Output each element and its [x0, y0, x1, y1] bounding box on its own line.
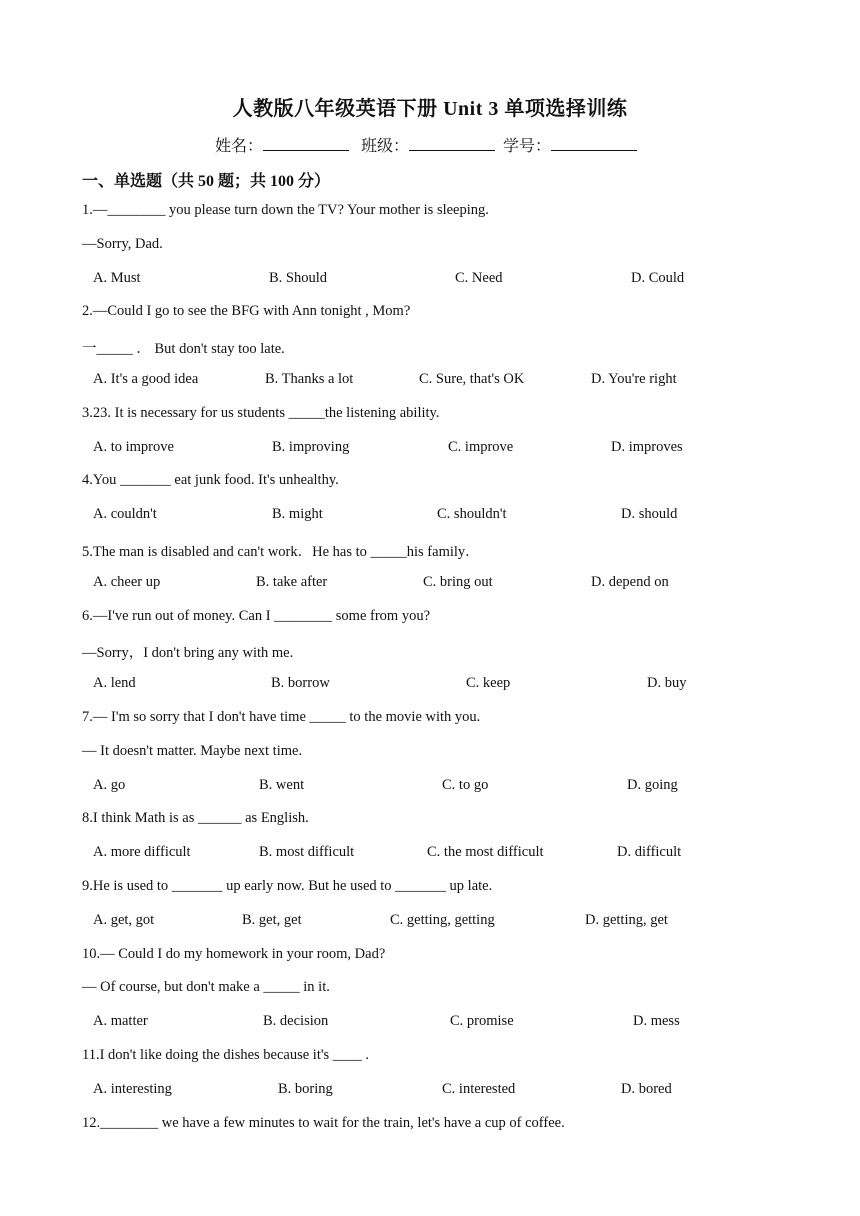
- answer-option-c[interactable]: C. getting, getting: [390, 911, 495, 928]
- question-stem: 11.I don't like doing the dishes because it's ____ .: [82, 1047, 369, 1063]
- question-stem: 7.— I'm so sorry that I don't have time _____ to the movie with you.: [82, 709, 481, 725]
- answer-option-b[interactable]: B. most difficult: [259, 844, 355, 861]
- name-blank[interactable]: [263, 136, 349, 151]
- answer-options: [93, 506, 703, 526]
- name-label: 姓名：: [214, 138, 263, 155]
- answer-option-b[interactable]: B. went: [259, 776, 305, 793]
- class-blank[interactable]: [409, 136, 495, 151]
- answer-option-a[interactable]: A. to improve: [93, 438, 174, 455]
- answer-option-b[interactable]: B. get, get: [242, 911, 302, 928]
- answer-option-c[interactable]: C. shouldn't: [437, 506, 507, 523]
- answer-option-c[interactable]: C. the most difficult: [427, 844, 544, 861]
- question-dialogue-line: —Sorry，I don't bring any with me.: [82, 645, 294, 662]
- answer-option-d[interactable]: D. You're right: [591, 371, 677, 387]
- answer-option-b[interactable]: B. Should: [269, 269, 328, 286]
- id-blank[interactable]: [551, 136, 637, 151]
- answer-option-c[interactable]: C. to go: [442, 776, 489, 793]
- section-heading: 一、单选题（共 50 题；共 100 分）: [82, 173, 331, 190]
- answer-option-a[interactable]: A. interesting: [93, 1080, 172, 1097]
- answer-option-b[interactable]: B. decision: [263, 1013, 329, 1030]
- question-stem: 4.You _______ eat junk food. It's unhealthy.: [82, 472, 339, 489]
- answer-option-a[interactable]: A. cheer up: [93, 573, 161, 590]
- answer-option-b[interactable]: B. boring: [278, 1080, 333, 1097]
- answer-option-d[interactable]: D. bored: [621, 1080, 672, 1097]
- answer-option-a[interactable]: A. matter: [93, 1013, 148, 1030]
- answer-option-b[interactable]: B. take after: [256, 573, 328, 590]
- answer-option-d[interactable]: D. depend on: [591, 573, 669, 590]
- document-title: 人教版八年级英语下册 Unit 3 单项选择训练: [232, 98, 628, 120]
- question-dialogue-line: 一_____ ． But don't stay too late.: [82, 341, 285, 358]
- answer-option-a[interactable]: A. lend: [93, 675, 136, 692]
- answer-options: [93, 270, 703, 290]
- question-stem: 5.The man is disabled and can't work．He has to _____his family．: [82, 544, 480, 560]
- answer-option-c[interactable]: C. interested: [442, 1080, 516, 1097]
- answer-option-b[interactable]: B. might: [272, 506, 323, 523]
- question-stem: 10.— Could I do my homework in your room, Dad?: [82, 945, 386, 962]
- question-stem: 6.—I've run out of money. Can I ________ some from you?: [82, 607, 430, 624]
- answer-option-a[interactable]: A. go: [93, 776, 126, 793]
- question-dialogue-line: — It doesn't matter. Maybe next time.: [82, 742, 303, 759]
- answer-options: [93, 574, 703, 594]
- answer-options: [93, 675, 703, 695]
- question-stem: 2.—Could I go to see the BFG with Ann tonight , Mom?: [82, 303, 411, 320]
- answer-option-d[interactable]: D. Could: [631, 269, 685, 286]
- answer-option-a[interactable]: A. more difficult: [93, 844, 191, 861]
- answer-option-a[interactable]: A. Must: [93, 269, 141, 286]
- answer-option-d[interactable]: D. going: [627, 776, 678, 793]
- question-stem: 3.23. It is necessary for us students _____the listening ability.: [82, 404, 440, 421]
- id-label: 学号：: [503, 138, 552, 155]
- answer-options: [93, 1013, 703, 1033]
- answer-option-c[interactable]: C. bring out: [423, 573, 493, 590]
- answer-option-a[interactable]: A. couldn't: [93, 506, 157, 523]
- question-stem: 8.I think Math is as ______ as English.: [82, 810, 309, 827]
- answer-option-a[interactable]: A. get, got: [93, 911, 155, 928]
- answer-options: [93, 844, 703, 864]
- question-dialogue-line: — Of course, but don't make a _____ in it.: [82, 979, 330, 996]
- question-dialogue-line: —Sorry, Dad.: [82, 235, 163, 252]
- answer-option-c[interactable]: C. keep: [466, 675, 511, 692]
- answer-option-a[interactable]: A. It's a good idea: [93, 371, 199, 387]
- answer-options: [93, 777, 703, 797]
- answer-options: [93, 912, 703, 932]
- answer-option-b[interactable]: B. borrow: [271, 675, 330, 692]
- class-label: 班级：: [360, 138, 409, 155]
- answer-option-b[interactable]: B. improving: [272, 438, 350, 455]
- answer-option-c[interactable]: C. promise: [450, 1013, 514, 1030]
- answer-option-c[interactable]: C. improve: [448, 438, 514, 455]
- answer-options: [93, 371, 703, 391]
- answer-option-c[interactable]: C. Sure, that's OK: [419, 371, 525, 387]
- answer-options: [93, 439, 703, 459]
- question-stem: 9.He is used to _______ up early now. But he used to _______ up late.: [82, 878, 493, 894]
- question-stem: 12.________ we have a few minutes to wait for the train, let's have a cup of coffee.: [82, 1114, 565, 1131]
- answer-option-c[interactable]: C. Need: [455, 269, 503, 286]
- answer-option-d[interactable]: D. getting, get: [585, 911, 668, 928]
- answer-option-b[interactable]: B. Thanks a lot: [265, 371, 354, 387]
- student-info-line: [0, 133, 860, 156]
- answer-option-d[interactable]: D. buy: [647, 675, 687, 692]
- answer-options: [93, 1081, 703, 1101]
- answer-option-d[interactable]: D. mess: [633, 1013, 680, 1030]
- answer-option-d[interactable]: D. improves: [611, 438, 683, 455]
- answer-option-d[interactable]: D. difficult: [617, 844, 682, 861]
- question-stem: 1.—________ you please turn down the TV? Your mother is sleeping.: [82, 202, 489, 218]
- answer-option-d[interactable]: D. should: [621, 506, 678, 523]
